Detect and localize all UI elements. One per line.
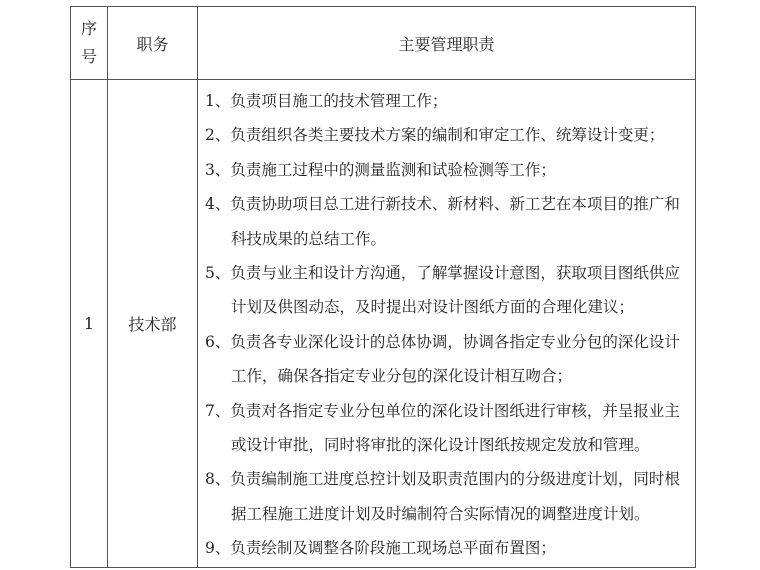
responsibility-line: 8、负责编制施工进度总控计划及职责范围内的分级进度计划，同时根 [205,470,680,489]
responsibility-list [205,84,689,565]
responsibility-line: 1、负责项目施工的技术管理工作； [205,92,448,110]
table-row [71,80,696,568]
row-responsibilities [198,80,696,568]
responsibility-line: 5、负责与业主和设计方沟通，了解掌握设计意图，获取项目图纸供应 [205,263,680,282]
responsibility-line-continuation: 或设计审批，同时将审批的深化设计图纸按规定发放和管理。 [231,435,650,454]
header-position: 职务 [108,7,198,80]
header-serial-number-line2: 号 [80,47,97,66]
responsibility-line: 2、负责组织各类主要技术方案的编制和审定工作、统筹设计变更； [205,126,665,145]
header-serial-number-line1: 序 [80,19,97,38]
responsibility-line: 7、负责对各指定专业分包单位的深化设计图纸进行审核，并呈报业主 [205,401,680,420]
responsibility-line: 9、负责绘制及调整各阶段施工现场总平面布置图； [205,539,556,558]
responsibility-line-continuation: 计划及供图动态，及时提出对设计图纸方面的合理化建议； [231,298,635,317]
responsibility-line: 3、负责施工过程中的测量监测和试验检测等工作； [205,160,556,179]
responsibility-line: 4、负责协助项目总工进行新技术、新材料、新工艺在本项目的推广和 [205,195,680,214]
duty-table [70,6,696,568]
responsibility-line-continuation: 据工程施工进度计划及时编制符合实际情况的调整进度计划。 [231,504,650,523]
header-row [71,7,696,80]
responsibility-line-continuation: 科技成果的总结工作。 [231,229,387,248]
row-serial-number: 1 [71,80,108,568]
header-responsibilities: 主要管理职责 [198,7,696,80]
row-department: 技术部 [108,80,198,568]
header-serial-number [71,7,108,80]
responsibility-line-continuation: 工作，确保各指定专业分包的深化设计相互吻合； [231,367,573,386]
responsibility-line: 6、负责各专业深化设计的总体协调，协调各指定专业分包的深化设计 [205,332,680,351]
